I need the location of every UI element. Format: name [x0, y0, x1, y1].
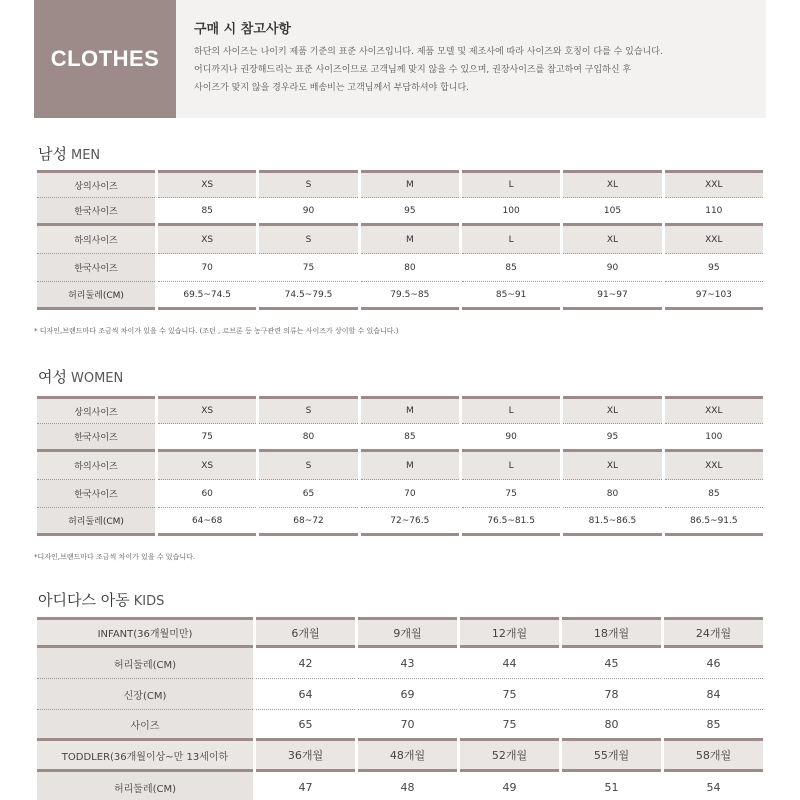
size-cell: 95: [361, 198, 459, 226]
table-row: [37, 648, 763, 679]
table-row: [37, 480, 763, 508]
row-label: 허리둘레(CM): [37, 648, 253, 679]
table-row: [37, 772, 763, 800]
size-cell: M: [361, 226, 459, 254]
size-cell: L: [462, 396, 560, 424]
men-size-table: [34, 170, 766, 310]
table-row: [37, 508, 763, 536]
size-cell: 46: [664, 648, 763, 679]
size-cell: XXL: [665, 452, 763, 480]
women-section-title: [38, 366, 123, 387]
size-cell: 85: [462, 254, 560, 282]
size-cell: 91~97: [563, 282, 661, 310]
row-label: 한국사이즈: [37, 254, 155, 282]
size-cell: 100: [665, 424, 763, 452]
size-cell: 95: [665, 254, 763, 282]
size-cell: 85~91: [462, 282, 560, 310]
size-cell: 95: [563, 424, 661, 452]
kids-size-table: [34, 617, 766, 800]
table-row: [37, 282, 763, 310]
size-cell: L: [462, 226, 560, 254]
notice-line-1: 하단의 사이즈는 나이키 제품 기준의 표준 사이즈입니다. 제품 모델 및 제조사에 따라 사이즈와 호칭이 다를 수 있습니다.: [194, 47, 663, 57]
table-row: [37, 617, 763, 648]
size-cell: 54: [664, 772, 763, 800]
notice-title: 구매 시 참고사항: [194, 22, 291, 37]
row-label: 신장(CM): [37, 679, 253, 710]
row-label: 한국사이즈: [37, 480, 155, 508]
size-cell: 42: [256, 648, 355, 679]
table-row: [37, 170, 763, 198]
size-cell: 90: [462, 424, 560, 452]
size-cell: XXL: [665, 226, 763, 254]
row-label: INFANT(36개월미만): [37, 617, 253, 648]
size-cell: 75: [460, 710, 559, 741]
size-cell: 75: [462, 480, 560, 508]
size-cell: 110: [665, 198, 763, 226]
size-cell: 55개월: [562, 741, 661, 772]
size-cell: 9개월: [358, 617, 457, 648]
size-cell: 97~103: [665, 282, 763, 310]
size-cell: 68~72: [259, 508, 357, 536]
purchase-notice-header: [34, 0, 766, 118]
size-cell: 69: [358, 679, 457, 710]
size-cell: XL: [563, 226, 661, 254]
table-row: [37, 198, 763, 226]
size-cell: 60: [158, 480, 256, 508]
table-row: [37, 741, 763, 772]
size-cell: 90: [259, 198, 357, 226]
size-cell: 58개월: [664, 741, 763, 772]
size-cell: 90: [563, 254, 661, 282]
size-cell: XL: [563, 170, 661, 198]
kids-section-title: [38, 589, 164, 610]
women-size-table: [34, 396, 766, 536]
table-row: [37, 226, 763, 254]
size-cell: 79.5~85: [361, 282, 459, 310]
size-cell: 70: [361, 480, 459, 508]
size-cell: M: [361, 396, 459, 424]
size-cell: 75: [158, 424, 256, 452]
size-cell: 80: [563, 480, 661, 508]
size-cell: 85: [664, 710, 763, 741]
size-cell: L: [462, 452, 560, 480]
size-cell: 47: [256, 772, 355, 800]
row-label: TODDLER(36개월이상~만 13세이하: [37, 741, 253, 772]
size-cell: 85: [665, 480, 763, 508]
size-cell: 75: [460, 679, 559, 710]
women-title-ko: 여성: [38, 368, 67, 386]
size-cell: 24개월: [664, 617, 763, 648]
size-cell: XXL: [665, 396, 763, 424]
size-cell: 48: [358, 772, 457, 800]
men-title-ko: 남성: [38, 145, 67, 163]
size-cell: XS: [158, 452, 256, 480]
size-cell: 64: [256, 679, 355, 710]
size-cell: M: [361, 452, 459, 480]
size-cell: 81.5~86.5: [563, 508, 661, 536]
size-cell: 78: [562, 679, 661, 710]
table-row: [37, 424, 763, 452]
men-section-title: [38, 143, 100, 164]
row-label: 한국사이즈: [37, 198, 155, 226]
row-label: 상의사이즈: [37, 396, 155, 424]
row-label: 상의사이즈: [37, 170, 155, 198]
size-cell: S: [259, 226, 357, 254]
men-footnote: * 디자인,브랜드마다 조금씩 차이가 있을 수 있습니다. (조던 , 르브론 등 농구관련 의류는 사이즈가 상이할 수 있습니다.): [34, 327, 399, 335]
size-cell: 52개월: [460, 741, 559, 772]
size-cell: 65: [259, 480, 357, 508]
row-label: 허리둘레(CM): [37, 508, 155, 536]
size-cell: 12개월: [460, 617, 559, 648]
size-cell: XL: [563, 452, 661, 480]
size-cell: 69.5~74.5: [158, 282, 256, 310]
size-cell: XS: [158, 170, 256, 198]
size-cell: 80: [259, 424, 357, 452]
size-cell: 85: [361, 424, 459, 452]
size-cell: XL: [563, 396, 661, 424]
size-cell: 51: [562, 772, 661, 800]
size-cell: 84: [664, 679, 763, 710]
size-cell: 36개월: [256, 741, 355, 772]
size-cell: 6개월: [256, 617, 355, 648]
row-label: 한국사이즈: [37, 424, 155, 452]
row-label: 허리둘레(CM): [37, 772, 253, 800]
size-cell: 44: [460, 648, 559, 679]
size-cell: 18개월: [562, 617, 661, 648]
size-cell: S: [259, 170, 357, 198]
table-row: [37, 254, 763, 282]
table-row: [37, 396, 763, 424]
size-cell: 49: [460, 772, 559, 800]
size-cell: 86.5~91.5: [665, 508, 763, 536]
size-cell: 65: [256, 710, 355, 741]
row-label: 하의사이즈: [37, 452, 155, 480]
size-cell: 70: [358, 710, 457, 741]
women-footnote: *디자인,브랜드마다 조금씩 차이가 있을 수 있습니다.: [34, 553, 196, 561]
size-cell: 48개월: [358, 741, 457, 772]
table-row: [37, 452, 763, 480]
size-cell: 45: [562, 648, 661, 679]
size-cell: 76.5~81.5: [462, 508, 560, 536]
size-cell: 43: [358, 648, 457, 679]
kids-title-en: KIDS: [133, 594, 165, 609]
size-cell: S: [259, 452, 357, 480]
size-cell: 105: [563, 198, 661, 226]
notice-line-3: 사이즈가 맞지 않을 경우라도 배송비는 고객님께서 부담하셔야 합니다.: [194, 83, 470, 93]
size-cell: 100: [462, 198, 560, 226]
row-label: 허리둘레(CM): [37, 282, 155, 310]
size-cell: XS: [158, 226, 256, 254]
size-cell: 75: [259, 254, 357, 282]
size-cell: 80: [562, 710, 661, 741]
size-cell: L: [462, 170, 560, 198]
size-cell: XXL: [665, 170, 763, 198]
size-cell: 72~76.5: [361, 508, 459, 536]
size-cell: M: [361, 170, 459, 198]
men-title-en: MEN: [70, 148, 101, 163]
size-cell: XS: [158, 396, 256, 424]
row-label: 하의사이즈: [37, 226, 155, 254]
table-row: [37, 679, 763, 710]
kids-title-ko: 아디다스 아동: [38, 591, 130, 609]
size-cell: 74.5~79.5: [259, 282, 357, 310]
notice-line-2: 어디까지나 권장해드리는 표준 사이즈이므로 고객님께 맞지 않을 수 있으며, 권장사이즈를 참고하여 구입하신 후: [194, 65, 632, 75]
size-cell: 80: [361, 254, 459, 282]
size-cell: 85: [158, 198, 256, 226]
table-row: [37, 710, 763, 741]
row-label: 사이즈: [37, 710, 253, 741]
size-cell: 64~68: [158, 508, 256, 536]
size-cell: S: [259, 396, 357, 424]
clothes-logo: CLOTHES: [34, 0, 176, 118]
size-cell: 70: [158, 254, 256, 282]
women-title-en: WOMEN: [70, 371, 124, 386]
